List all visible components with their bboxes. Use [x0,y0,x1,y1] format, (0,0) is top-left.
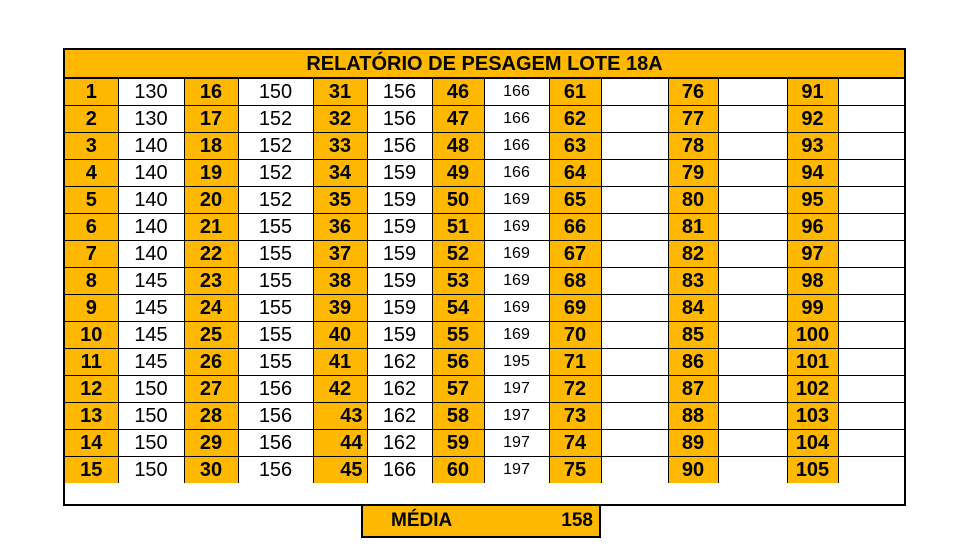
animal-number-cell: 4 [65,160,118,187]
animal-number-cell: 105 [787,457,838,484]
animal-number-cell: 74 [549,430,601,457]
weight-cell[interactable]: 166 [484,160,549,187]
animal-number-cell: 11 [65,349,118,376]
table-row [65,79,904,106]
weight-cell[interactable]: 197 [484,457,549,484]
animal-number-cell: 60 [432,457,484,484]
animal-number-cell: 42 [313,376,367,403]
weight-cell[interactable] [838,133,904,160]
weight-cell[interactable]: 150 [118,376,184,403]
weight-cell[interactable] [718,241,787,268]
animal-number-cell: 54 [432,295,484,322]
animal-number-cell: 28 [184,403,238,430]
weight-cell[interactable]: 152 [238,187,313,214]
animal-number-cell: 27 [184,376,238,403]
animal-number-cell: 86 [668,349,718,376]
animal-number-cell: 44 [313,430,367,457]
weight-cell[interactable]: 150 [118,403,184,430]
weight-cell[interactable] [601,457,668,484]
animal-number-cell: 34 [313,160,367,187]
weight-cell[interactable]: 140 [118,241,184,268]
weight-cell[interactable] [838,430,904,457]
weight-cell[interactable] [601,187,668,214]
weight-cell[interactable]: 156 [367,133,432,160]
animal-number-cell: 65 [549,187,601,214]
weight-cell[interactable] [838,160,904,187]
animal-number-cell: 3 [65,133,118,160]
weighing-table [65,79,904,483]
animal-number-cell: 73 [549,403,601,430]
animal-number-cell: 38 [313,268,367,295]
weight-cell[interactable]: 145 [118,295,184,322]
animal-number-cell: 58 [432,403,484,430]
animal-number-cell: 62 [549,106,601,133]
animal-number-cell: 63 [549,133,601,160]
weight-cell[interactable]: 162 [367,430,432,457]
weight-cell[interactable] [838,322,904,349]
animal-number-cell: 10 [65,322,118,349]
weight-cell[interactable] [601,133,668,160]
animal-number-cell: 49 [432,160,484,187]
animal-number-cell: 72 [549,376,601,403]
weight-cell[interactable]: 166 [484,133,549,160]
animal-number-cell: 36 [313,214,367,241]
weight-cell[interactable]: 159 [367,295,432,322]
weight-cell[interactable]: 155 [238,268,313,295]
weight-cell[interactable]: 159 [367,322,432,349]
weight-cell[interactable]: 162 [367,376,432,403]
weight-cell[interactable] [838,187,904,214]
weight-cell[interactable]: 195 [484,349,549,376]
weight-cell[interactable]: 156 [238,457,313,484]
weight-cell[interactable] [718,430,787,457]
average-label: MÉDIA [391,510,453,531]
weight-cell[interactable] [838,79,904,106]
animal-number-cell: 68 [549,268,601,295]
animal-number-cell: 20 [184,187,238,214]
weight-cell[interactable]: 156 [367,79,432,106]
table-row [65,106,904,133]
weight-cell[interactable] [601,376,668,403]
weight-cell[interactable] [718,322,787,349]
weight-cell[interactable]: 156 [238,376,313,403]
table-row [65,457,904,484]
animal-number-cell: 31 [313,79,367,106]
average-box [361,506,601,538]
animal-number-cell: 91 [787,79,838,106]
weight-cell[interactable] [718,457,787,484]
animal-number-cell: 13 [65,403,118,430]
table-row [65,214,904,241]
animal-number-cell: 96 [787,214,838,241]
table-row [65,430,904,457]
weight-cell[interactable] [838,457,904,484]
animal-number-cell: 43 [313,403,367,430]
weight-cell[interactable]: 145 [118,349,184,376]
weight-cell[interactable]: 155 [238,241,313,268]
weight-cell[interactable]: 140 [118,133,184,160]
animal-number-cell: 93 [787,133,838,160]
weight-cell[interactable]: 197 [484,403,549,430]
table-row [65,268,904,295]
animal-number-cell: 19 [184,160,238,187]
weight-cell[interactable] [718,295,787,322]
weight-cell[interactable]: 155 [238,322,313,349]
animal-number-cell: 39 [313,295,367,322]
animal-number-cell: 52 [432,241,484,268]
animal-number-cell: 64 [549,160,601,187]
weight-cell[interactable]: 197 [484,376,549,403]
animal-number-cell: 40 [313,322,367,349]
table-row [65,160,904,187]
weighing-report-sheet [63,48,906,506]
animal-number-cell: 88 [668,403,718,430]
report-title: RELATÓRIO DE PESAGEM LOTE 18A [65,50,904,79]
weight-cell[interactable] [718,160,787,187]
animal-number-cell: 61 [549,79,601,106]
animal-number-cell: 99 [787,295,838,322]
weight-cell[interactable]: 169 [484,268,549,295]
weight-cell[interactable] [838,106,904,133]
animal-number-cell: 1 [65,79,118,106]
weight-cell[interactable] [718,106,787,133]
weight-cell[interactable]: 169 [484,241,549,268]
weight-cell[interactable] [718,79,787,106]
animal-number-cell: 45 [313,457,367,484]
animal-number-cell: 22 [184,241,238,268]
weight-cell[interactable] [838,295,904,322]
weight-cell[interactable]: 145 [118,268,184,295]
animal-number-cell: 66 [549,214,601,241]
table-row [65,349,904,376]
animal-number-cell: 48 [432,133,484,160]
weight-cell[interactable] [601,79,668,106]
weight-cell[interactable]: 169 [484,187,549,214]
animal-number-cell: 92 [787,106,838,133]
weight-cell[interactable] [718,133,787,160]
animal-number-cell: 90 [668,457,718,484]
weight-cell[interactable] [601,430,668,457]
animal-number-cell: 35 [313,187,367,214]
animal-number-cell: 51 [432,214,484,241]
animal-number-cell: 69 [549,295,601,322]
weight-cell[interactable]: 156 [367,106,432,133]
weight-cell[interactable] [601,295,668,322]
weight-cell[interactable]: 152 [238,160,313,187]
animal-number-cell: 57 [432,376,484,403]
animal-number-cell: 85 [668,322,718,349]
animal-number-cell: 12 [65,376,118,403]
animal-number-cell: 98 [787,268,838,295]
weight-cell[interactable]: 152 [238,133,313,160]
weight-cell[interactable] [838,241,904,268]
animal-number-cell: 2 [65,106,118,133]
animal-number-cell: 29 [184,430,238,457]
weight-cell[interactable]: 150 [118,457,184,484]
weight-cell[interactable]: 152 [238,106,313,133]
weight-cell[interactable]: 159 [367,214,432,241]
animal-number-cell: 21 [184,214,238,241]
weight-cell[interactable] [601,349,668,376]
weight-cell[interactable]: 140 [118,214,184,241]
animal-number-cell: 16 [184,79,238,106]
table-row [65,295,904,322]
weight-cell[interactable] [838,403,904,430]
animal-number-cell: 77 [668,106,718,133]
weight-cell[interactable] [601,214,668,241]
weight-cell[interactable] [838,349,904,376]
animal-number-cell: 82 [668,241,718,268]
weight-cell[interactable] [601,403,668,430]
weight-cell[interactable]: 140 [118,160,184,187]
weight-cell[interactable]: 159 [367,187,432,214]
weight-cell[interactable]: 169 [484,214,549,241]
weight-cell[interactable] [601,106,668,133]
weight-cell[interactable]: 162 [367,349,432,376]
weight-cell[interactable] [838,268,904,295]
weight-cell[interactable]: 169 [484,322,549,349]
average-value: 158 [561,510,593,531]
animal-number-cell: 37 [313,241,367,268]
weight-cell[interactable]: 155 [238,349,313,376]
animal-number-cell: 104 [787,430,838,457]
weight-cell[interactable]: 155 [238,214,313,241]
animal-number-cell: 15 [65,457,118,484]
animal-number-cell: 32 [313,106,367,133]
animal-number-cell: 25 [184,322,238,349]
animal-number-cell: 83 [668,268,718,295]
animal-number-cell: 41 [313,349,367,376]
weight-cell[interactable]: 166 [367,457,432,484]
animal-number-cell: 89 [668,430,718,457]
weight-cell[interactable]: 166 [484,106,549,133]
animal-number-cell: 47 [432,106,484,133]
animal-number-cell: 7 [65,241,118,268]
weight-cell[interactable] [601,160,668,187]
animal-number-cell: 78 [668,133,718,160]
weight-cell[interactable]: 145 [118,322,184,349]
animal-number-cell: 9 [65,295,118,322]
animal-number-cell: 55 [432,322,484,349]
animal-number-cell: 101 [787,349,838,376]
animal-number-cell: 53 [432,268,484,295]
animal-number-cell: 67 [549,241,601,268]
animal-number-cell: 30 [184,457,238,484]
weight-cell[interactable] [718,403,787,430]
animal-number-cell: 70 [549,322,601,349]
animal-number-cell: 84 [668,295,718,322]
animal-number-cell: 33 [313,133,367,160]
weight-cell[interactable]: 150 [118,430,184,457]
animal-number-cell: 8 [65,268,118,295]
animal-number-cell: 46 [432,79,484,106]
weight-cell[interactable]: 159 [367,160,432,187]
table-row [65,133,904,160]
weight-cell[interactable]: 162 [367,403,432,430]
table-row [65,187,904,214]
weight-cell[interactable]: 169 [484,295,549,322]
weight-cell[interactable] [718,349,787,376]
animal-number-cell: 26 [184,349,238,376]
animal-number-cell: 5 [65,187,118,214]
animal-number-cell: 18 [184,133,238,160]
weight-cell[interactable]: 159 [367,241,432,268]
animal-number-cell: 79 [668,160,718,187]
table-row [65,403,904,430]
animal-number-cell: 80 [668,187,718,214]
weight-cell[interactable]: 166 [484,79,549,106]
animal-number-cell: 87 [668,376,718,403]
animal-number-cell: 94 [787,160,838,187]
animal-number-cell: 100 [787,322,838,349]
animal-number-cell: 81 [668,214,718,241]
weight-cell[interactable] [601,268,668,295]
weight-cell[interactable] [838,376,904,403]
animal-number-cell: 6 [65,214,118,241]
animal-number-cell: 17 [184,106,238,133]
animal-number-cell: 103 [787,403,838,430]
weight-cell[interactable]: 159 [367,268,432,295]
weight-cell[interactable] [718,268,787,295]
animal-number-cell: 59 [432,430,484,457]
weight-cell[interactable]: 130 [118,106,184,133]
weight-cell[interactable]: 197 [484,430,549,457]
weight-cell[interactable]: 156 [238,430,313,457]
table-row [65,241,904,268]
weight-cell[interactable] [718,376,787,403]
animal-number-cell: 75 [549,457,601,484]
animal-number-cell: 23 [184,268,238,295]
weight-cell[interactable] [718,187,787,214]
weight-cell[interactable] [718,214,787,241]
weight-cell[interactable] [838,214,904,241]
animal-number-cell: 71 [549,349,601,376]
weight-cell[interactable]: 140 [118,187,184,214]
weight-cell[interactable] [601,241,668,268]
animal-number-cell: 50 [432,187,484,214]
animal-number-cell: 76 [668,79,718,106]
animal-number-cell: 56 [432,349,484,376]
weight-cell[interactable]: 130 [118,79,184,106]
animal-number-cell: 97 [787,241,838,268]
table-row [65,322,904,349]
weight-cell[interactable]: 150 [238,79,313,106]
weight-cell[interactable]: 155 [238,295,313,322]
animal-number-cell: 102 [787,376,838,403]
weight-cell[interactable]: 156 [238,403,313,430]
table-row [65,376,904,403]
animal-number-cell: 24 [184,295,238,322]
animal-number-cell: 95 [787,187,838,214]
animal-number-cell: 14 [65,430,118,457]
weight-cell[interactable] [601,322,668,349]
